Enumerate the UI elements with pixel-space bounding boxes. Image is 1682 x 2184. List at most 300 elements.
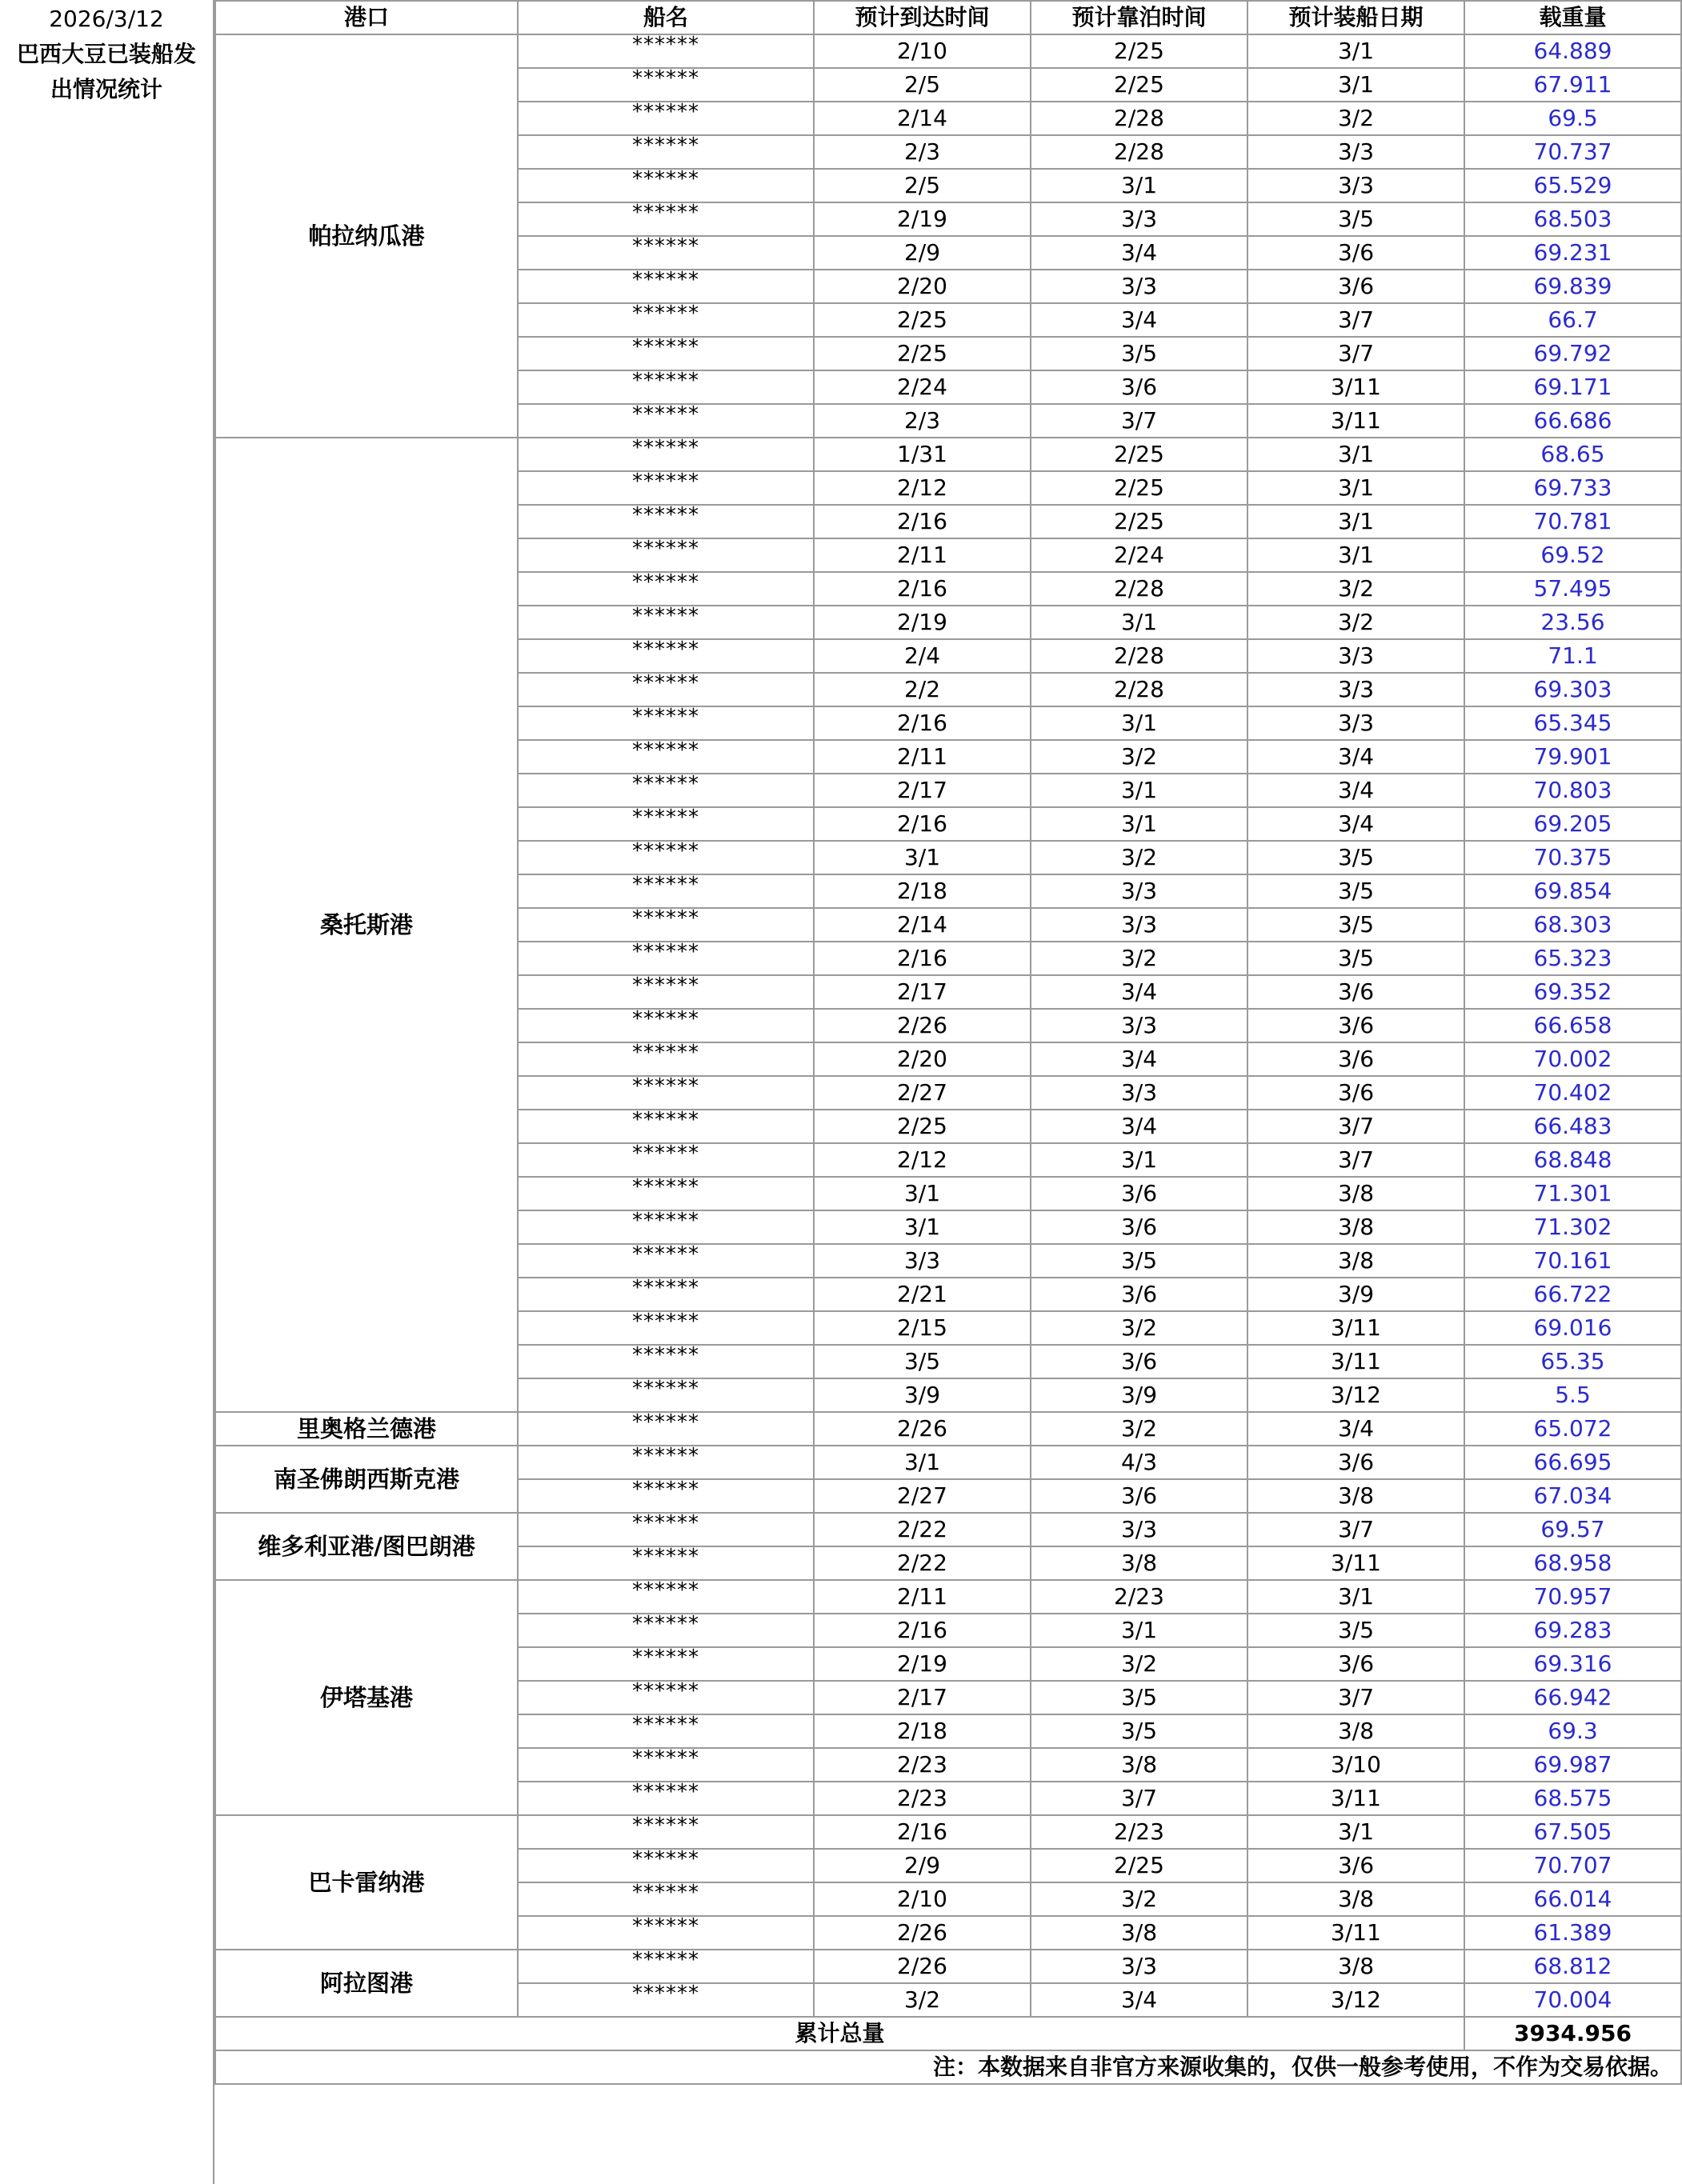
loading-date-cell[interactable]: 3/6 [1247, 1849, 1464, 1882]
loading-date-cell[interactable]: 3/1 [1247, 505, 1464, 538]
ship-name-cell[interactable]: ****** [518, 942, 814, 975]
eta-cell[interactable]: 2/19 [814, 202, 1031, 236]
tonnage-cell[interactable]: 65.323 [1464, 942, 1681, 975]
tonnage-cell[interactable]: 69.3 [1464, 1714, 1681, 1748]
total-label[interactable]: 累计总量 [215, 2017, 1464, 2050]
tonnage-cell[interactable]: 68.503 [1464, 202, 1681, 236]
eta-cell[interactable]: 2/9 [814, 1849, 1031, 1882]
tonnage-cell[interactable]: 69.839 [1464, 270, 1681, 303]
ship-name-cell[interactable]: ****** [518, 874, 814, 908]
eta-cell[interactable]: 2/4 [814, 639, 1031, 673]
loading-date-cell[interactable]: 3/5 [1247, 1614, 1464, 1647]
header-tonnage[interactable]: 载重量 [1464, 1, 1681, 34]
eta-cell[interactable]: 2/22 [814, 1513, 1031, 1546]
tonnage-cell[interactable]: 69.231 [1464, 236, 1681, 270]
loading-date-cell[interactable]: 3/11 [1247, 1916, 1464, 1950]
eta-cell[interactable]: 2/25 [814, 337, 1031, 370]
eta-cell[interactable]: 2/2 [814, 673, 1031, 706]
ship-name-cell[interactable]: ****** [518, 639, 814, 673]
tonnage-cell[interactable]: 69.303 [1464, 673, 1681, 706]
tonnage-cell[interactable]: 69.733 [1464, 471, 1681, 505]
berthing-time-cell[interactable]: 2/25 [1031, 471, 1247, 505]
loading-date-cell[interactable]: 3/8 [1247, 1882, 1464, 1916]
header-loading-date[interactable]: 预计装船日期 [1247, 1, 1464, 34]
ship-name-cell[interactable]: ****** [518, 1177, 814, 1210]
berthing-time-cell[interactable]: 2/23 [1031, 1815, 1247, 1849]
loading-date-cell[interactable]: 3/7 [1247, 1681, 1464, 1714]
eta-cell[interactable]: 2/16 [814, 505, 1031, 538]
ship-name-cell[interactable]: ****** [518, 1714, 814, 1748]
loading-date-cell[interactable]: 3/11 [1247, 370, 1464, 404]
eta-cell[interactable]: 1/31 [814, 438, 1031, 471]
eta-cell[interactable]: 2/19 [814, 1647, 1031, 1681]
berthing-time-cell[interactable]: 3/3 [1031, 908, 1247, 942]
berthing-time-cell[interactable]: 3/1 [1031, 1143, 1247, 1177]
ship-name-cell[interactable]: ****** [518, 1983, 814, 2017]
eta-cell[interactable]: 2/16 [814, 942, 1031, 975]
berthing-time-cell[interactable]: 2/28 [1031, 102, 1247, 135]
header-ship-name[interactable]: 船名 [518, 1, 814, 34]
header-port[interactable]: 港口 [215, 1, 518, 34]
eta-cell[interactable]: 2/18 [814, 1714, 1031, 1748]
loading-date-cell[interactable]: 3/4 [1247, 1412, 1464, 1446]
eta-cell[interactable]: 2/11 [814, 740, 1031, 774]
tonnage-cell[interactable]: 67.034 [1464, 1479, 1681, 1513]
berthing-time-cell[interactable]: 3/2 [1031, 1311, 1247, 1345]
tonnage-cell[interactable]: 70.375 [1464, 841, 1681, 874]
berthing-time-cell[interactable]: 3/9 [1031, 1378, 1247, 1412]
berthing-time-cell[interactable]: 3/3 [1031, 1009, 1247, 1042]
ship-name-cell[interactable]: ****** [518, 908, 814, 942]
loading-date-cell[interactable]: 3/5 [1247, 874, 1464, 908]
berthing-time-cell[interactable]: 4/3 [1031, 1446, 1247, 1479]
berthing-time-cell[interactable]: 2/28 [1031, 639, 1247, 673]
ship-name-cell[interactable]: ****** [518, 1950, 814, 1983]
loading-date-cell[interactable]: 3/6 [1247, 270, 1464, 303]
loading-date-cell[interactable]: 3/7 [1247, 303, 1464, 337]
berthing-time-cell[interactable]: 3/3 [1031, 270, 1247, 303]
ship-name-cell[interactable]: ****** [518, 841, 814, 874]
eta-cell[interactable]: 2/24 [814, 370, 1031, 404]
eta-cell[interactable]: 2/12 [814, 1143, 1031, 1177]
eta-cell[interactable]: 2/25 [814, 1110, 1031, 1143]
ship-name-cell[interactable]: ****** [518, 1513, 814, 1546]
ship-name-cell[interactable]: ****** [518, 68, 814, 102]
loading-date-cell[interactable]: 3/2 [1247, 572, 1464, 606]
eta-cell[interactable]: 2/27 [814, 1076, 1031, 1110]
loading-date-cell[interactable]: 3/2 [1247, 102, 1464, 135]
eta-cell[interactable]: 2/20 [814, 270, 1031, 303]
eta-cell[interactable]: 2/16 [814, 572, 1031, 606]
loading-date-cell[interactable]: 3/6 [1247, 1042, 1464, 1076]
tonnage-cell[interactable]: 69.283 [1464, 1614, 1681, 1647]
berthing-time-cell[interactable]: 3/4 [1031, 236, 1247, 270]
loading-date-cell[interactable]: 3/6 [1247, 975, 1464, 1009]
berthing-time-cell[interactable]: 2/25 [1031, 1849, 1247, 1882]
tonnage-cell[interactable]: 66.942 [1464, 1681, 1681, 1714]
ship-name-cell[interactable]: ****** [518, 236, 814, 270]
loading-date-cell[interactable]: 3/3 [1247, 169, 1464, 202]
tonnage-cell[interactable]: 66.483 [1464, 1110, 1681, 1143]
loading-date-cell[interactable]: 3/8 [1247, 1714, 1464, 1748]
loading-date-cell[interactable]: 3/4 [1247, 807, 1464, 841]
berthing-time-cell[interactable]: 3/4 [1031, 1983, 1247, 2017]
eta-cell[interactable]: 2/27 [814, 1479, 1031, 1513]
tonnage-cell[interactable]: 68.848 [1464, 1143, 1681, 1177]
eta-cell[interactable]: 3/5 [814, 1345, 1031, 1378]
berthing-time-cell[interactable]: 3/3 [1031, 874, 1247, 908]
berthing-time-cell[interactable]: 3/1 [1031, 807, 1247, 841]
berthing-time-cell[interactable]: 3/2 [1031, 740, 1247, 774]
berthing-time-cell[interactable]: 3/7 [1031, 1782, 1247, 1815]
eta-cell[interactable]: 2/3 [814, 135, 1031, 169]
berthing-time-cell[interactable]: 3/1 [1031, 774, 1247, 807]
berthing-time-cell[interactable]: 3/6 [1031, 1210, 1247, 1244]
berthing-time-cell[interactable]: 3/5 [1031, 1681, 1247, 1714]
tonnage-cell[interactable]: 5.5 [1464, 1378, 1681, 1412]
tonnage-cell[interactable]: 70.002 [1464, 1042, 1681, 1076]
eta-cell[interactable]: 2/3 [814, 404, 1031, 438]
loading-date-cell[interactable]: 3/6 [1247, 1076, 1464, 1110]
loading-date-cell[interactable]: 3/1 [1247, 438, 1464, 471]
loading-date-cell[interactable]: 3/4 [1247, 740, 1464, 774]
ship-name-cell[interactable]: ****** [518, 370, 814, 404]
loading-date-cell[interactable]: 3/5 [1247, 908, 1464, 942]
ship-name-cell[interactable]: ****** [518, 1110, 814, 1143]
berthing-time-cell[interactable]: 3/8 [1031, 1748, 1247, 1782]
ship-name-cell[interactable]: ****** [518, 1849, 814, 1882]
eta-cell[interactable]: 2/26 [814, 1916, 1031, 1950]
eta-cell[interactable]: 2/10 [814, 1882, 1031, 1916]
tonnage-cell[interactable]: 71.301 [1464, 1177, 1681, 1210]
loading-date-cell[interactable]: 3/8 [1247, 1210, 1464, 1244]
ship-name-cell[interactable]: ****** [518, 1076, 814, 1110]
tonnage-cell[interactable]: 70.803 [1464, 774, 1681, 807]
eta-cell[interactable]: 2/25 [814, 303, 1031, 337]
berthing-time-cell[interactable]: 3/7 [1031, 404, 1247, 438]
eta-cell[interactable]: 2/10 [814, 34, 1031, 68]
tonnage-cell[interactable]: 66.7 [1464, 303, 1681, 337]
ship-name-cell[interactable]: ****** [518, 1748, 814, 1782]
ship-name-cell[interactable]: ****** [518, 1009, 814, 1042]
berthing-time-cell[interactable]: 3/3 [1031, 1950, 1247, 1983]
loading-date-cell[interactable]: 3/11 [1247, 1311, 1464, 1345]
berthing-time-cell[interactable]: 3/2 [1031, 1412, 1247, 1446]
loading-date-cell[interactable]: 3/5 [1247, 202, 1464, 236]
loading-date-cell[interactable]: 3/7 [1247, 1513, 1464, 1546]
berthing-time-cell[interactable]: 2/25 [1031, 68, 1247, 102]
tonnage-cell[interactable]: 65.072 [1464, 1412, 1681, 1446]
ship-name-cell[interactable]: ****** [518, 1580, 814, 1614]
eta-cell[interactable]: 2/23 [814, 1748, 1031, 1782]
ship-name-cell[interactable]: ****** [518, 1278, 814, 1311]
tonnage-cell[interactable]: 67.911 [1464, 68, 1681, 102]
port-cell[interactable]: 伊塔基港 [215, 1580, 518, 1815]
tonnage-cell[interactable]: 65.35 [1464, 1345, 1681, 1378]
tonnage-cell[interactable]: 69.792 [1464, 337, 1681, 370]
berthing-time-cell[interactable]: 3/2 [1031, 942, 1247, 975]
ship-name-cell[interactable]: ****** [518, 1244, 814, 1278]
tonnage-cell[interactable]: 68.65 [1464, 438, 1681, 471]
berthing-time-cell[interactable]: 2/23 [1031, 1580, 1247, 1614]
ship-name-cell[interactable]: ****** [518, 1446, 814, 1479]
berthing-time-cell[interactable]: 3/4 [1031, 1110, 1247, 1143]
loading-date-cell[interactable]: 3/3 [1247, 135, 1464, 169]
eta-cell[interactable]: 3/1 [814, 1210, 1031, 1244]
ship-name-cell[interactable]: ****** [518, 706, 814, 740]
ship-name-cell[interactable]: ****** [518, 774, 814, 807]
total-value[interactable]: 3934.956 [1464, 2017, 1681, 2050]
eta-cell[interactable]: 2/21 [814, 1278, 1031, 1311]
eta-cell[interactable]: 2/17 [814, 975, 1031, 1009]
loading-date-cell[interactable]: 3/1 [1247, 471, 1464, 505]
ship-name-cell[interactable]: ****** [518, 1882, 814, 1916]
loading-date-cell[interactable]: 3/12 [1247, 1378, 1464, 1412]
tonnage-cell[interactable]: 66.658 [1464, 1009, 1681, 1042]
berthing-time-cell[interactable]: 3/5 [1031, 1714, 1247, 1748]
eta-cell[interactable]: 2/16 [814, 807, 1031, 841]
tonnage-cell[interactable]: 67.505 [1464, 1815, 1681, 1849]
eta-cell[interactable]: 2/11 [814, 1580, 1031, 1614]
eta-cell[interactable]: 2/14 [814, 908, 1031, 942]
tonnage-cell[interactable]: 66.686 [1464, 404, 1681, 438]
loading-date-cell[interactable]: 3/6 [1247, 1009, 1464, 1042]
berthing-time-cell[interactable]: 3/5 [1031, 337, 1247, 370]
loading-date-cell[interactable]: 3/8 [1247, 1244, 1464, 1278]
berthing-time-cell[interactable]: 3/5 [1031, 1244, 1247, 1278]
eta-cell[interactable]: 2/12 [814, 471, 1031, 505]
tonnage-cell[interactable]: 70.737 [1464, 135, 1681, 169]
tonnage-cell[interactable]: 69.854 [1464, 874, 1681, 908]
berthing-time-cell[interactable]: 2/25 [1031, 438, 1247, 471]
ship-name-cell[interactable]: ****** [518, 1311, 814, 1345]
eta-cell[interactable]: 2/16 [814, 1614, 1031, 1647]
loading-date-cell[interactable]: 3/1 [1247, 68, 1464, 102]
berthing-time-cell[interactable]: 3/1 [1031, 169, 1247, 202]
eta-cell[interactable]: 2/19 [814, 606, 1031, 639]
berthing-time-cell[interactable]: 3/2 [1031, 841, 1247, 874]
loading-date-cell[interactable]: 3/2 [1247, 606, 1464, 639]
eta-cell[interactable]: 3/1 [814, 1446, 1031, 1479]
loading-date-cell[interactable]: 3/1 [1247, 1580, 1464, 1614]
loading-date-cell[interactable]: 3/1 [1247, 538, 1464, 572]
eta-cell[interactable]: 2/16 [814, 1815, 1031, 1849]
loading-date-cell[interactable]: 3/6 [1247, 1647, 1464, 1681]
tonnage-cell[interactable]: 68.575 [1464, 1782, 1681, 1815]
tonnage-cell[interactable]: 69.316 [1464, 1647, 1681, 1681]
eta-cell[interactable]: 3/1 [814, 1177, 1031, 1210]
berthing-time-cell[interactable]: 2/25 [1031, 34, 1247, 68]
ship-name-cell[interactable]: ****** [518, 572, 814, 606]
loading-date-cell[interactable]: 3/1 [1247, 1815, 1464, 1849]
tonnage-cell[interactable]: 57.495 [1464, 572, 1681, 606]
berthing-time-cell[interactable]: 3/1 [1031, 706, 1247, 740]
berthing-time-cell[interactable]: 3/6 [1031, 1345, 1247, 1378]
tonnage-cell[interactable]: 70.161 [1464, 1244, 1681, 1278]
eta-cell[interactable]: 2/16 [814, 706, 1031, 740]
tonnage-cell[interactable]: 70.957 [1464, 1580, 1681, 1614]
ship-name-cell[interactable]: ****** [518, 538, 814, 572]
port-cell[interactable]: 帕拉纳瓜港 [215, 34, 518, 438]
eta-cell[interactable]: 3/2 [814, 1983, 1031, 2017]
berthing-time-cell[interactable]: 3/4 [1031, 975, 1247, 1009]
loading-date-cell[interactable]: 3/7 [1247, 337, 1464, 370]
eta-cell[interactable]: 2/14 [814, 102, 1031, 135]
loading-date-cell[interactable]: 3/4 [1247, 774, 1464, 807]
eta-cell[interactable]: 2/26 [814, 1412, 1031, 1446]
loading-date-cell[interactable]: 3/7 [1247, 1110, 1464, 1143]
eta-cell[interactable]: 2/5 [814, 68, 1031, 102]
tonnage-cell[interactable]: 66.014 [1464, 1882, 1681, 1916]
tonnage-cell[interactable]: 66.695 [1464, 1446, 1681, 1479]
header-eta[interactable]: 预计到达时间 [814, 1, 1031, 34]
loading-date-cell[interactable]: 3/9 [1247, 1278, 1464, 1311]
ship-name-cell[interactable]: ****** [518, 1815, 814, 1849]
berthing-time-cell[interactable]: 2/25 [1031, 505, 1247, 538]
berthing-time-cell[interactable]: 3/2 [1031, 1882, 1247, 1916]
tonnage-cell[interactable]: 70.707 [1464, 1849, 1681, 1882]
ship-name-cell[interactable]: ****** [518, 202, 814, 236]
ship-name-cell[interactable]: ****** [518, 1378, 814, 1412]
tonnage-cell[interactable]: 68.812 [1464, 1950, 1681, 1983]
berthing-time-cell[interactable]: 2/24 [1031, 538, 1247, 572]
ship-name-cell[interactable]: ****** [518, 1546, 814, 1580]
berthing-time-cell[interactable]: 3/1 [1031, 1614, 1247, 1647]
berthing-time-cell[interactable]: 3/8 [1031, 1546, 1247, 1580]
ship-name-cell[interactable]: ****** [518, 1143, 814, 1177]
tonnage-cell[interactable]: 68.958 [1464, 1546, 1681, 1580]
tonnage-cell[interactable]: 69.57 [1464, 1513, 1681, 1546]
tonnage-cell[interactable]: 61.389 [1464, 1916, 1681, 1950]
tonnage-cell[interactable]: 70.781 [1464, 505, 1681, 538]
loading-date-cell[interactable]: 3/6 [1247, 1446, 1464, 1479]
tonnage-cell[interactable]: 64.889 [1464, 34, 1681, 68]
berthing-time-cell[interactable]: 3/3 [1031, 202, 1247, 236]
ship-name-cell[interactable]: ****** [518, 1681, 814, 1714]
ship-name-cell[interactable]: ****** [518, 34, 814, 68]
berthing-time-cell[interactable]: 3/3 [1031, 1076, 1247, 1110]
loading-date-cell[interactable]: 3/6 [1247, 236, 1464, 270]
tonnage-cell[interactable]: 69.016 [1464, 1311, 1681, 1345]
berthing-time-cell[interactable]: 2/28 [1031, 572, 1247, 606]
loading-date-cell[interactable]: 3/11 [1247, 1782, 1464, 1815]
berthing-time-cell[interactable]: 3/4 [1031, 1042, 1247, 1076]
ship-name-cell[interactable]: ****** [518, 438, 814, 471]
loading-date-cell[interactable]: 3/8 [1247, 1177, 1464, 1210]
tonnage-cell[interactable]: 69.171 [1464, 370, 1681, 404]
loading-date-cell[interactable]: 3/5 [1247, 942, 1464, 975]
tonnage-cell[interactable]: 69.5 [1464, 102, 1681, 135]
ship-name-cell[interactable]: ****** [518, 1412, 814, 1446]
port-cell[interactable]: 里奥格兰德港 [215, 1412, 518, 1446]
ship-name-cell[interactable]: ****** [518, 404, 814, 438]
berthing-time-cell[interactable]: 3/2 [1031, 1647, 1247, 1681]
ship-name-cell[interactable]: ****** [518, 1479, 814, 1513]
loading-date-cell[interactable]: 3/3 [1247, 706, 1464, 740]
tonnage-cell[interactable]: 66.722 [1464, 1278, 1681, 1311]
port-cell[interactable]: 维多利亚港/图巴朗港 [215, 1513, 518, 1580]
eta-cell[interactable]: 2/18 [814, 874, 1031, 908]
ship-name-cell[interactable]: ****** [518, 740, 814, 774]
ship-name-cell[interactable]: ****** [518, 303, 814, 337]
loading-date-cell[interactable]: 3/12 [1247, 1983, 1464, 2017]
ship-name-cell[interactable]: ****** [518, 471, 814, 505]
tonnage-cell[interactable]: 65.529 [1464, 169, 1681, 202]
berthing-time-cell[interactable]: 3/6 [1031, 370, 1247, 404]
eta-cell[interactable]: 2/23 [814, 1782, 1031, 1815]
tonnage-cell[interactable]: 69.52 [1464, 538, 1681, 572]
loading-date-cell[interactable]: 3/3 [1247, 639, 1464, 673]
tonnage-cell[interactable]: 69.352 [1464, 975, 1681, 1009]
tonnage-cell[interactable]: 70.004 [1464, 1983, 1681, 2017]
loading-date-cell[interactable]: 3/8 [1247, 1479, 1464, 1513]
berthing-time-cell[interactable]: 3/4 [1031, 303, 1247, 337]
eta-cell[interactable]: 2/5 [814, 169, 1031, 202]
port-cell[interactable]: 阿拉图港 [215, 1950, 518, 2017]
eta-cell[interactable]: 3/3 [814, 1244, 1031, 1278]
eta-cell[interactable]: 2/17 [814, 1681, 1031, 1714]
ship-name-cell[interactable]: ****** [518, 975, 814, 1009]
eta-cell[interactable]: 2/9 [814, 236, 1031, 270]
ship-name-cell[interactable]: ****** [518, 1210, 814, 1244]
tonnage-cell[interactable]: 71.1 [1464, 639, 1681, 673]
loading-date-cell[interactable]: 3/11 [1247, 1345, 1464, 1378]
eta-cell[interactable]: 2/15 [814, 1311, 1031, 1345]
eta-cell[interactable]: 3/1 [814, 841, 1031, 874]
loading-date-cell[interactable]: 3/10 [1247, 1748, 1464, 1782]
tonnage-cell[interactable]: 68.303 [1464, 908, 1681, 942]
ship-name-cell[interactable]: ****** [518, 135, 814, 169]
ship-name-cell[interactable]: ****** [518, 337, 814, 370]
ship-name-cell[interactable]: ****** [518, 1916, 814, 1950]
port-cell[interactable]: 巴卡雷纳港 [215, 1815, 518, 1950]
loading-date-cell[interactable]: 3/11 [1247, 404, 1464, 438]
ship-name-cell[interactable]: ****** [518, 807, 814, 841]
ship-name-cell[interactable]: ****** [518, 102, 814, 135]
berthing-time-cell[interactable]: 3/6 [1031, 1177, 1247, 1210]
loading-date-cell[interactable]: 3/11 [1247, 1546, 1464, 1580]
tonnage-cell[interactable]: 69.205 [1464, 807, 1681, 841]
port-cell[interactable]: 南圣佛朗西斯克港 [215, 1446, 518, 1513]
eta-cell[interactable]: 2/11 [814, 538, 1031, 572]
header-berthing-time[interactable]: 预计靠泊时间 [1031, 1, 1247, 34]
eta-cell[interactable]: 2/26 [814, 1009, 1031, 1042]
ship-name-cell[interactable]: ****** [518, 1647, 814, 1681]
tonnage-cell[interactable]: 65.345 [1464, 706, 1681, 740]
ship-name-cell[interactable]: ****** [518, 270, 814, 303]
tonnage-cell[interactable]: 69.987 [1464, 1748, 1681, 1782]
ship-name-cell[interactable]: ****** [518, 673, 814, 706]
eta-cell[interactable]: 2/20 [814, 1042, 1031, 1076]
ship-name-cell[interactable]: ****** [518, 505, 814, 538]
eta-cell[interactable]: 3/9 [814, 1378, 1031, 1412]
berthing-time-cell[interactable]: 3/1 [1031, 606, 1247, 639]
ship-name-cell[interactable]: ****** [518, 1782, 814, 1815]
ship-name-cell[interactable]: ****** [518, 1345, 814, 1378]
eta-cell[interactable]: 2/22 [814, 1546, 1031, 1580]
port-cell[interactable]: 桑托斯港 [215, 438, 518, 1412]
ship-name-cell[interactable]: ****** [518, 169, 814, 202]
berthing-time-cell[interactable]: 3/6 [1031, 1278, 1247, 1311]
ship-name-cell[interactable]: ****** [518, 1042, 814, 1076]
berthing-time-cell[interactable]: 2/28 [1031, 135, 1247, 169]
tonnage-cell[interactable]: 23.56 [1464, 606, 1681, 639]
tonnage-cell[interactable]: 71.302 [1464, 1210, 1681, 1244]
ship-name-cell[interactable]: ****** [518, 1614, 814, 1647]
loading-date-cell[interactable]: 3/5 [1247, 841, 1464, 874]
loading-date-cell[interactable]: 3/1 [1247, 34, 1464, 68]
eta-cell[interactable]: 2/26 [814, 1950, 1031, 1983]
